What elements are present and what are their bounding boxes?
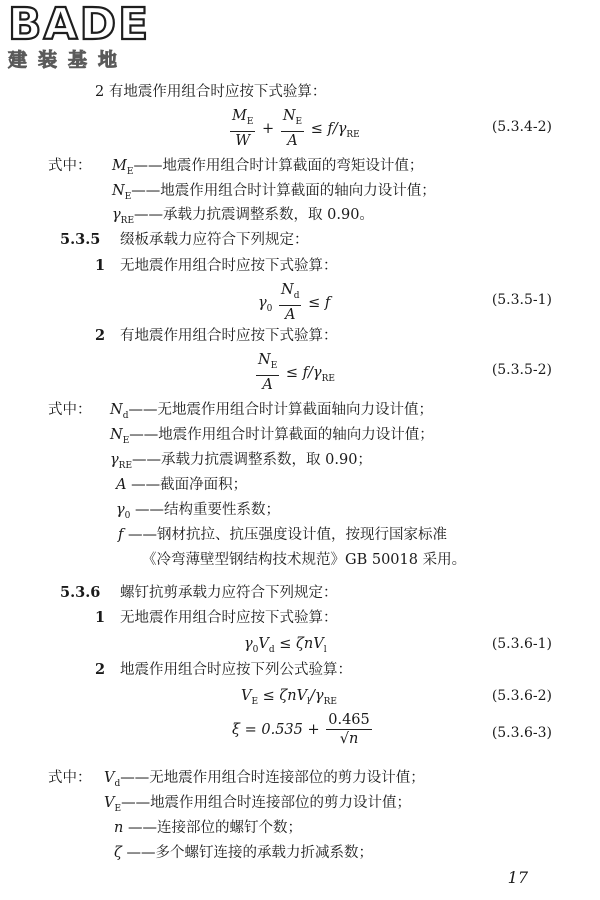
item-5-3-6-2-number: 2 [95,661,106,678]
where-label-a: 式中： [48,158,92,174]
def-b-6: f ——钢材抗拉、抗压强度设计值，按现行国家标准 [118,527,447,543]
item-5-3-5-2-number: 2 [95,327,106,344]
eq-number-5-3-5-1: (5.3.5-1) [491,292,552,308]
item-5-3-6-2-text: 地震作用组合时应按下列公式验算： [120,662,352,678]
logo-subtitle: 建装基地 [8,49,129,71]
item-5-3-5-1-number: 1 [95,257,106,274]
def-b-6-continuation: 《冷弯薄壁型钢结构技术规范》GB 50018 采用。 [142,552,467,568]
item-5-3-5-2-text: 有地震作用组合时应按下式验算： [120,328,338,344]
formula-5-3-6-2: $V_E \le \zeta nV_l/\gamma_{RE}$ [241,688,337,707]
def-a-2: $N_E——$地震作用组合时计算截面的轴向力设计值； [112,183,436,202]
logo-watermark [8,2,150,72]
def-c-4: ζ ——多个螺钉连接的承载力折减系数； [114,845,373,861]
def-b-1: $N_d——$无地震作用组合时计算截面轴向力设计值； [110,402,433,421]
def-b-5: $\gamma_0$ ——结构重要性系数； [116,502,281,521]
def-c-1: $V_d——$无地震作用组合时连接部位的剪力设计值； [104,770,425,789]
formula-5-3-5-1: $\gamma_0$ $\frac{N_d}{A}$ ≤ f [258,282,331,323]
def-c-3: n ——连接部位的螺钉个数； [114,820,302,836]
formula-5-3-5-2: $\frac{N_E}{A}$ ≤ $f/\gamma_{RE}$ [258,352,335,393]
section-5-3-6-number: 5.3.6 [60,584,101,601]
eq-number-5-3-6-3: (5.3.6-3) [491,725,552,741]
def-b-4: A ——截面净面积； [116,477,248,493]
eq-number-5-3-4-2: (5.3.4-2) [491,119,552,135]
formula-5-3-6-3: ξ = 0.535 + $\frac{0.465}{√n}$ [232,712,370,747]
def-b-3: $\gamma_{RE}——$承载力抗震调整系数，取 0.90； [110,452,372,471]
where-label-c: 式中： [48,770,92,786]
page-number: 17 [507,868,528,887]
def-b-2: $N_E——$地震作用组合时计算截面的轴向力设计值； [110,427,434,446]
item-5-3-6-1-text: 无地震作用组合时应按下式验算： [120,610,338,626]
item-5-3-5-1-text: 无地震作用组合时应按下式验算： [120,258,338,274]
section-5-3-6-text: 螺钉抗剪承载力应符合下列规定： [120,585,338,601]
formula-5-3-6-1: $\gamma_0V_d \le \zeta nV_l$ [244,636,327,655]
def-c-2: $V_E——$地震作用组合时连接部位的剪力设计值； [104,795,412,814]
logo-text: BADE [8,0,151,50]
def-a-3: $\gamma_{RE}——$承载力抗震调整系数，取 0.90。 [112,207,374,226]
item-2-seismic-heading: 2 有地震作用组合时应按下式验算： [95,84,327,100]
where-label-b: 式中： [48,402,92,418]
item-5-3-6-1-number: 1 [95,609,106,626]
section-5-3-5-number: 5.3.5 [60,231,101,248]
eq-number-5-3-5-2: (5.3.5-2) [491,362,552,378]
eq-number-5-3-6-1: (5.3.6-1) [491,636,552,652]
section-5-3-5-text: 缀板承载力应符合下列规定： [120,232,309,248]
formula-5-3-4-2: $\frac{M_E}{W}$ + $\frac{N_E}{A}$ ≤ $f/\gamma_{RE}$ [232,108,360,149]
eq-number-5-3-6-2: (5.3.6-2) [491,688,552,704]
def-a-1: $M_E——$地震作用组合时计算截面的弯矩设计值； [112,158,424,177]
